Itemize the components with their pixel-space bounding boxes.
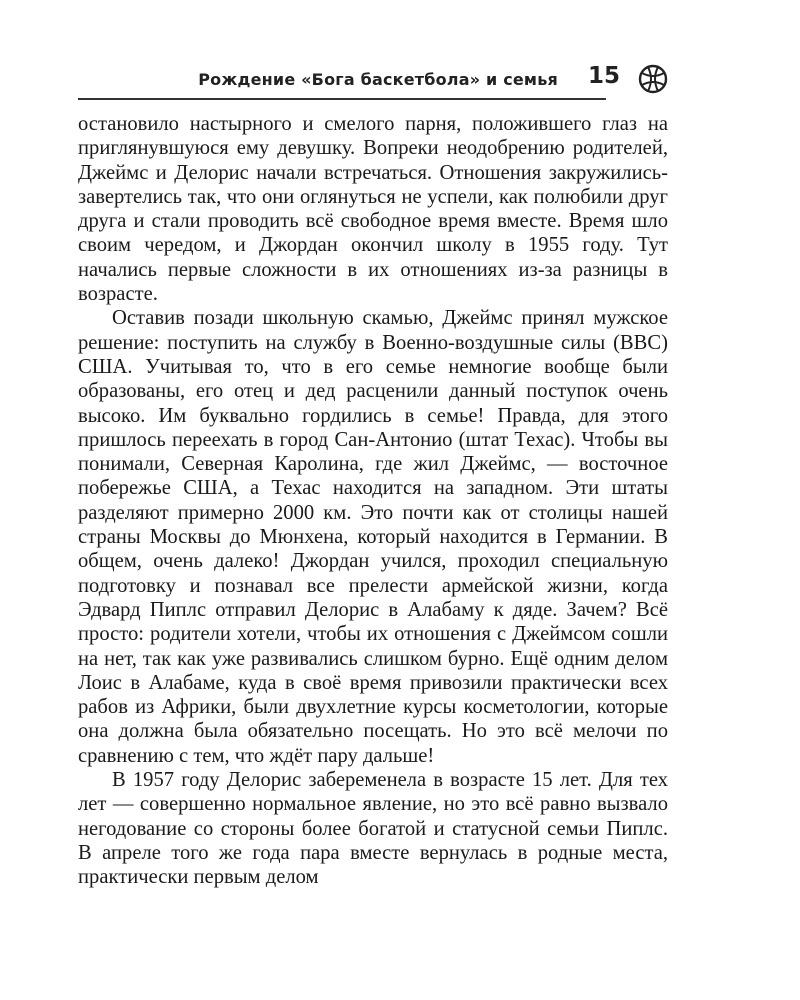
paragraph: Оставив позади школьную скамью, Джеймс принял мужское решение: поступить на службу в Военно-воздушные силы (ВВС) США. Учитывая то, что в его семье немногие вообще были образованы, его отец и дед расценили данный поступок очень высоко. Им буквально гордились в семье! Правда, для этого пришлось переехать в город Сан-Антонио (штат Техас). Чтобы вы понимали, Северная Каролина, где жил Джеймс, — восточное побережье США, а Техас находится на западном. Эти штаты разделяют примерно 2000 км. Это почти как от столицы нашей страны Москвы до Мюнхена, который находится в Германии. В общем, очень далеко! Джордан учился, проходил специальную подготовку и познавал все прелести армейской жизни, когда Эдвард Пиплс отправил Делорис в Алабаму к дяде. Зачем? Всё просто: родители хотели, чтобы их отношения с Джеймсом сошли на нет, так как уже развивались слишком бурно. Ещё одним делом Лоис в Алабаме, куда в своё время привозили практически всех рабов из Африки, были двухлетние курсы косметологии, которые она должна была обязательно посещать. Но это всё мелочи по сравнению с тем, что ждёт пару дальше!	[78, 307, 668, 767]
paragraph: В 1957 году Делорис забеременела в возрасте 15 лет. Для тех лет — совершенно нормальное явление, но это всё равно вызвало негодование со стороны более богатой и статусной семьи Пиплс. В апреле того же года пара вместе вернулась в родные места, практически первым делом	[78, 769, 668, 889]
page-body	[78, 112, 668, 890]
running-header	[78, 62, 670, 98]
chapter-title: Рождение «Бога баскетбола» и семья	[198, 70, 558, 89]
basketball-icon	[638, 64, 668, 94]
header-divider	[78, 98, 606, 100]
page-number: 15	[587, 63, 620, 89]
paragraph: остановило настырного и смелого парня, положившего глаз на приглянувшуюся ему девушку. Вопреки неодобрению родителей, Джеймс и Делорис начали встречаться. Отношения закружились-завертелись так, что они оглянуться не успели, как полюбили друг друга и стали проводить всё свободное время вместе. Время шло своим чередом, и Джордан окончил школу в 1955 году. Тут начались первые сложности в их отношениях из-за разницы в возрасте.	[78, 113, 668, 306]
